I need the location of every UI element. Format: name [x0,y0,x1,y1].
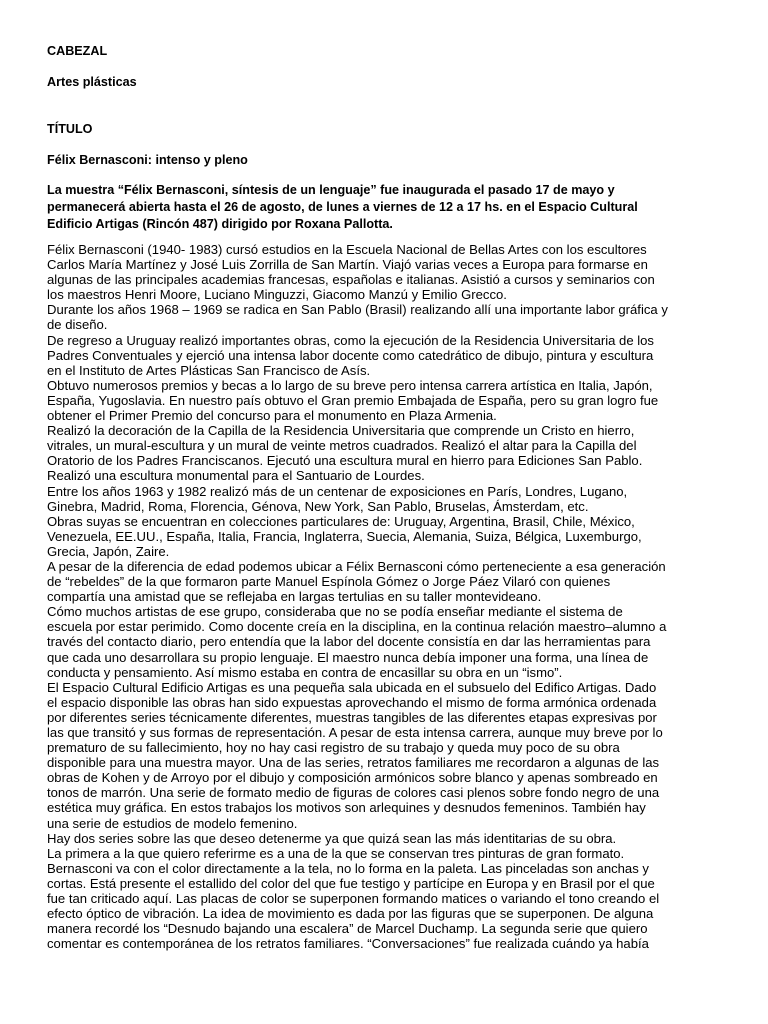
body-line: través del contacto diario, pero entendía que la labor del docente consistía en dar las herramientas para [47,634,651,650]
body-line: Félix Bernasconi (1940- 1983) cursó estudios en la Escuela Nacional de Bellas Artes con los escultores [47,242,647,257]
body-line: que cada uno desarrollara su propio lenguaje. El maestro nunca debía imponer una forma, una línea de [47,649,649,665]
body-line: de “rebeldes” de la que formaron parte Manuel Espínola Gómez o Jorge Páez Vilaró con quienes [47,574,611,590]
body-line: por diferentes series técnicamente diferentes, muestras tangibles de las diferentes etapas expresivas por [47,709,657,725]
body-line: Grecia, Japón, Zaire. [47,543,170,559]
body-line: obras de Kohen y de Arroyo por el dibujo y composición armónicos sobre blanco y apenas sombreado en [47,770,658,786]
body-line: los maestros Henri Moore, Luciano Minguzzi, Giacomo Manzú y Emilio Grecco. [47,287,507,303]
body-line: Realizó la decoración de la Capilla de la Residencia Universitaria que comprende un Cristo en hierro, [47,423,635,439]
body-line: efecto óptico de vibración. La idea de movimiento es dada por las figuras que se superponen. De alguna [47,906,654,922]
body-line: Entre los años 1963 y 1982 realizó más de un centenar de exposiciones en París, Londres, Lugano, [47,483,628,499]
body-line: Cómo muchos artistas de ese grupo, consideraba que no se podía enseñar mediante el sistema de [47,604,623,620]
body-line: conducta y pensamiento. Así mismo estaba en contra de encasillar su obra en un “ismo”. [47,664,563,680]
body-line: De regreso a Uruguay realizó importantes obras, como la ejecución de la Residencia Universitaria de los [47,332,654,348]
body-line: compartía una amistad que se reflejaba en largas tertulias en su taller montevideano. [47,589,542,605]
body-line: Obras suyas se encuentran en colecciones particulares de: Uruguay, Argentina, Brasil, Chile, México, [47,513,635,529]
body-line: Venezuela, EE.UU., España, Italia, Francia, Inglaterra, Suecia, Alemania, Suiza, Bélgica, Luxemburgo, [47,528,642,544]
body-line: fue tan criticado aquí. Las placas de color se superponen formando matices o variando el tono creando el [47,891,660,907]
body-line: La primera a la que quiero referirme es a una de la que se conservan tres pinturas de gran formato. [47,845,625,861]
header-label: CABEZAL [47,44,108,58]
body-line: cortas. Está presente el estallido del color del que fue testigo y partícipe en Europa y en Brasil por el que [47,875,655,891]
section-name: Artes plásticas [47,75,137,89]
lead-line: La muestra “Félix Bernasconi, síntesis de un lenguaje” fue inaugurada el pasado 17 de mayo y [47,183,615,197]
body-line: España, Yugoslavia. En nuestro país obtuvo el Gran premio Embajada de España, pero su gran logro fue [47,392,659,408]
body-line: una serie de estudios de modelo femenino. [47,815,298,831]
body-line: de diseño. [47,317,108,333]
body-line: manera recordé los “Desnudo bajando una escalera” de Marcel Duchamp. La segunda serie que quiero [47,921,648,937]
body-line: Durante los años 1968 – 1969 se radica en San Pablo (Brasil) realizando allí una importante labor gráfica y [47,302,668,318]
body-line: obtener el Primer Premio del concurso para el monumento en Plaza Armenia. [47,408,497,424]
article-body [47,242,737,951]
body-line: Oratorio de los Padres Franciscanos. Ejecutó una escultura mural en hierro para Ediciones San Pablo. [47,453,643,469]
body-line: Hay dos series sobre las que deseo detenerme ya que quizá sean las más identitarias de su obra. [47,830,617,846]
body-line: Obtuvo numerosos premios y becas a lo largo de su breve pero intensa carrera artística en Italia, Japón, [47,377,653,393]
body-line: tonos de marrón. Una serie de formato medio de figuras de colores casi plenos sobre fondo negro de una [47,785,660,801]
body-line: prematuro de su fallecimiento, hoy no hay casi registro de su trabajo y queda muy poco de su obra [47,740,620,756]
body-line: Padres Conventuales y ejerció una intensa labor docente como catedrático de dibujo, pintura y escultura [47,347,654,363]
article-title: Félix Bernasconi: intenso y pleno [47,153,248,167]
lead-line: Edificio Artigas (Rincón 487) dirigido por Roxana Pallotta. [47,217,393,231]
body-line: Carlos María Martínez y José Luis Zorrilla de San Martín. Viajó varias veces a Europa para formarse en [47,257,648,273]
body-line: el espacio disponible las obras han sido expuestas aprovechando el mismo de forma armónica ordenada [47,694,657,710]
body-line: disponible para una muestra mayor. Una de las series, retratos familiares me recordaron a algunas de las [47,755,660,771]
title-label: TÍTULO [47,122,93,136]
body-line: las que transitó y sus formas de representación. A pesar de esta intensa carrera, aunque muy breve por lo [47,725,663,740]
body-line: Bernasconi va con el color directamente a la tela, no lo forma en la paleta. Las pinceladas son anchas y [47,860,649,876]
body-line: estética muy gráfica. En estos trabajos los motivos son arlequines y desnudos femeninos. También hay [47,800,646,816]
lead-paragraph [47,182,727,233]
body-line: Ginebra, Madrid, Roma, Florencia, Génova, New York, San Pablo, Bruselas, Ámsterdam, etc. [47,498,589,514]
body-line: Realizó una escultura monumental para el Santuario de Lourdes. [47,468,425,484]
body-line: A pesar de la diferencia de edad podemos ubicar a Félix Bernasconi cómo perteneciente a esa generación [47,558,666,574]
body-line: vitrales, un mural-escultura y un mural de veinte metros cuadrados. Realizó el altar para la Capilla del [47,438,637,454]
lead-line: permanecerá abierta hasta el 26 de agosto, de lunes a viernes de 12 a 17 hs. en el Espacio Cultural [47,200,638,214]
body-line: comentar es contemporánea de los retratos familiares. “Conversaciones” fue realizada cuándo ya había [47,936,649,952]
body-line: en el Instituto de Artes Plásticas San Francisco de Asís. [47,362,371,378]
body-line: escuela por estar perimido. Como docente creía en la disciplina, en la continua relación maestro–alumno a [47,619,667,635]
body-line: El Espacio Cultural Edificio Artigas es una pequeña sala ubicada en el subsuelo del Edifico Artigas. Dado [47,679,657,695]
body-line: algunas de las principales academias francesas, españolas e italianas. Asistió a cursos y seminarios con [47,272,655,288]
